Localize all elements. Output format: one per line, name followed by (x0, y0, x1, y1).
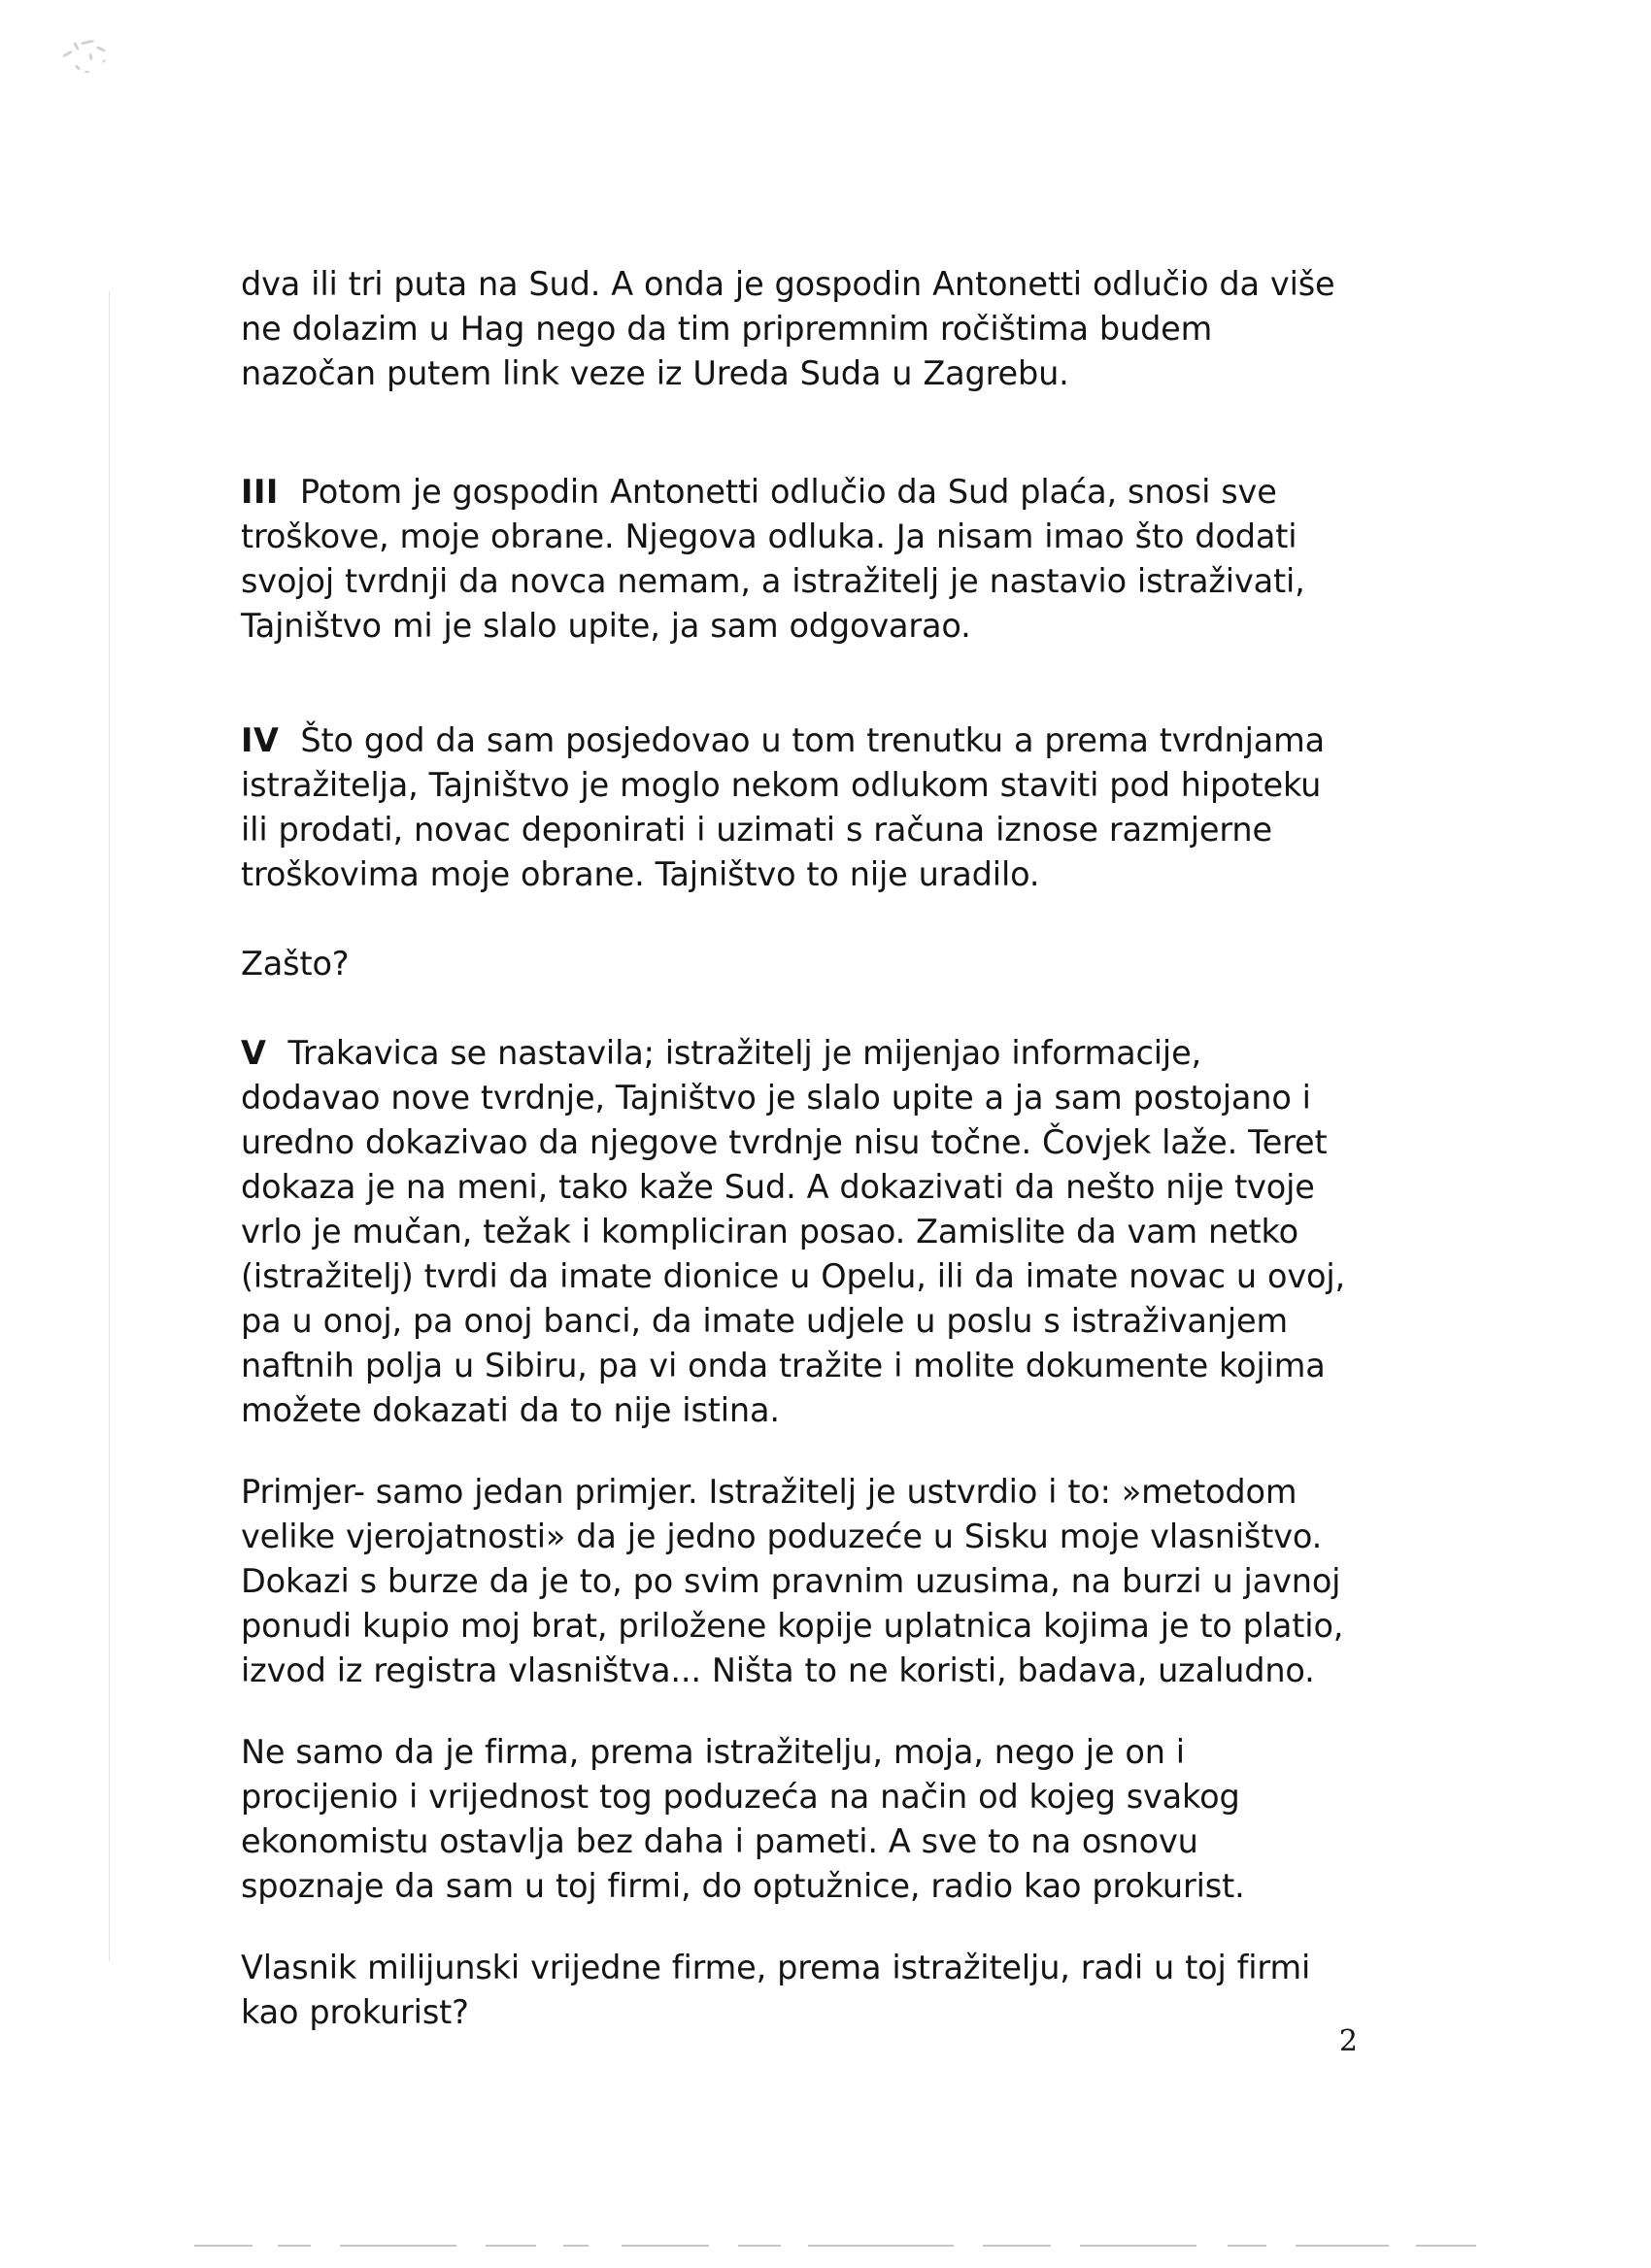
paragraph-spacer (241, 1909, 1348, 1946)
page-number: 2 (1338, 2024, 1358, 2058)
section-iii-text: Potom je gospodin Antonetti odlučio da Sud plaća, snosi sve troškove, moje obrane. Njegova odluka. Ja nisam imao što dodati svojoj tvrdnji da novca nemam, a istražitelj je nastavio istraživati, Tajništvo mi je slalo upite, ja sam odgovarao. (241, 473, 1305, 645)
paragraph-section-iii (241, 470, 1348, 649)
section-iv-text: Što god da sam posjedovao u tom trenutku a prema tvrdnjama istražitelja, Tajništvo je moglo nekom odlukom staviti pod hipoteku ili prodati, novac deponirati i uzimati s računa iznose razmjerne troškovima moje obrane. Tajništvo to nije uradilo. (241, 721, 1325, 893)
paragraph-spacer (241, 986, 1348, 1031)
paragraph-example: Primjer- samo jedan primjer. Istražitelj je ustvrdio i to: »metodom velike vjerojatnosti» da je jedno poduzeće u Sisku moje vlasništvo. Dokazi s burze da je to, po svim pravnim uzusima, na burzi u javnoj ponudi kupio moj brat, priložene kopije uplatnica kojima je to platio, izvod iz registra vlasništva... Ništa to ne koristi, badava, uzaludno. (241, 1473, 1344, 1689)
document-body (241, 262, 1348, 2035)
paragraph-spacer (241, 897, 1348, 942)
paragraph-closing-question: Vlasnik milijunski vrijedne firme, prema istražitelju, radi u toj firmi kao prokurist? (241, 1949, 1311, 2031)
section-marker-v: V (241, 1034, 267, 1072)
paragraph-question: Zašto? (241, 945, 350, 983)
scan-artifact-speckles (58, 39, 126, 87)
paragraph-section-v (241, 1031, 1348, 1433)
paragraph-spacer (241, 1693, 1348, 1730)
paragraph-spacer (241, 396, 1348, 470)
paragraph-spacer (241, 649, 1348, 718)
paragraph-continuation: dva ili tri puta na Sud. A onda je gospodin Antonetti odlučio da više ne dolazim u Hag nego da tim pripremnim ročištima budem nazočan putem link veze iz Ureda Suda u Zagrebu. (241, 265, 1335, 392)
section-marker-iv: IV (241, 721, 280, 759)
section-v-text: Trakavica se nastavila; istražitelj je mijenjao informacije, dodavao nove tvrdnje, Tajništvo je slalo upite a ja sam postojano i uredno dokazivao da njegove tvrdnje nisu točne. Čovjek laže. Teret dokaza je na meni, tako kaže Sud. A dokazivati da nešto nije tvoje vrlo je mučan, težak i kompliciran posao. Zamislite da vam netko (istražitelj) tvrdi da imate dionice u Opelu, ili da imate novac u ovoj, pa u onoj, pa onoj banci, da imate udjele u poslu s istraživanjem naftnih polja u Sibiru, pa vi onda tražite i molite dokumente kojima možete dokazati da to nije istina. (241, 1034, 1346, 1429)
paragraph-spacer (241, 1433, 1348, 1470)
scan-artifact-seam (109, 291, 110, 1961)
section-marker-iii: III (241, 473, 279, 511)
paragraph-valuation: Ne samo da je firma, prema istražitelju, moja, nego je on i procijenio i vrijednost tog poduzeća na način od kojeg svakog ekonomistu ostavlja bez daha i pameti. A sve to na osnovu spoznaje da sam u toj firmi, do optužnice, radio kao prokurist. (241, 1733, 1245, 1905)
paragraph-section-iv (241, 718, 1348, 897)
scan-artifact-bottom-rule (194, 2245, 1476, 2247)
